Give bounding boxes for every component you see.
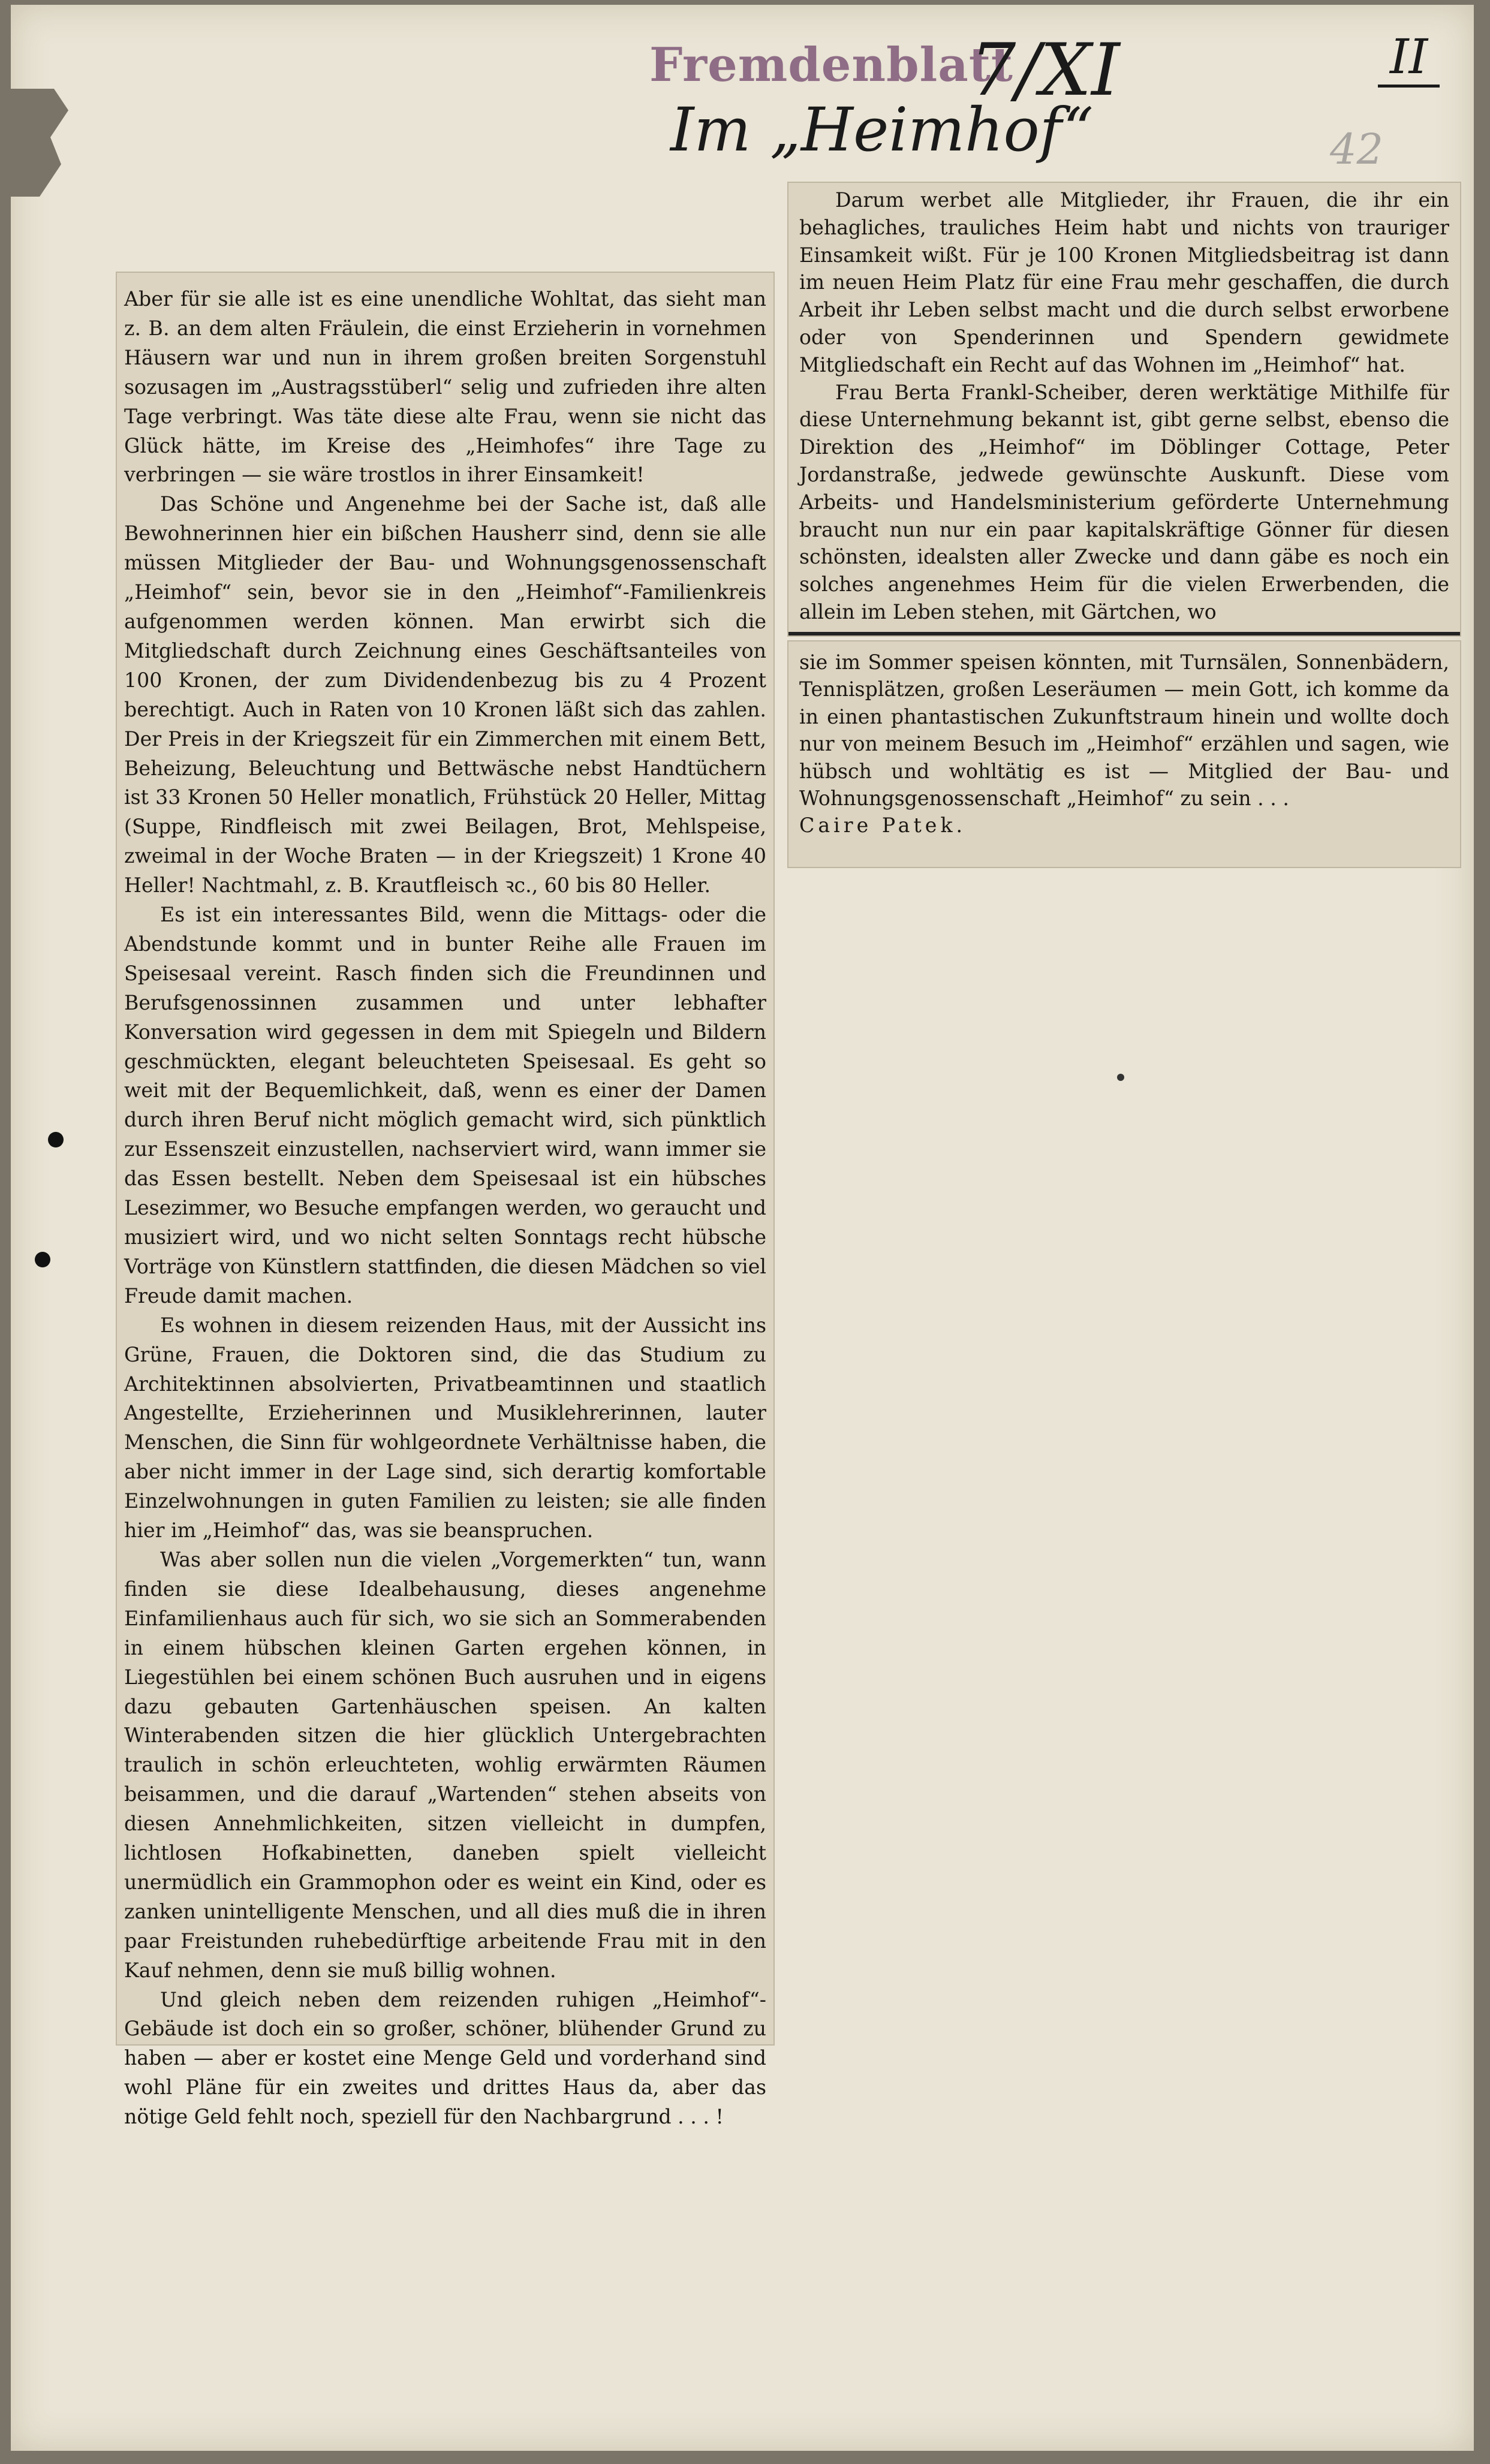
author-signature: Caire Patek. — [799, 814, 967, 838]
pin-hole-icon — [35, 1252, 50, 1267]
folio-number: 42 — [1330, 125, 1384, 174]
speck — [1117, 1074, 1124, 1081]
handwritten-roman-numeral: II — [1378, 29, 1440, 88]
handwritten-title: Im „Heimhof“ — [670, 95, 1094, 165]
newspaper-stamp: Fremdenblatt — [649, 38, 1013, 92]
paragraph: Aber für sie alle ist es eine unendliche Wohltat, das sieht man z. B. an dem alten Fräulein, die einst Erzieherin in vornehmen Häusern war und nun in ihrem großen breiten Sorgenstuhl sozusagen im „Austragsstüberl“ selig und zufrieden ihre alten Tage verbringt. Was täte diese alte Frau, wenn sie nicht das Glück hätte, im Kreise des „Heimhofes“ ihre Tage zu verbringen — sie wäre trostlos in ihrer Einsamkeit! — [124, 287, 766, 487]
article-right-column-bottom — [788, 641, 1460, 867]
torn-corner — [11, 89, 83, 197]
paragraph: Das Schöne und Angenehme bei der Sache ist, daß alle Bewohnerinnen hier ein bißchen Hausherr sind, denn sie alle müssen Mitglieder der Bau- und Wohnungsgenossenschaft „Heimhof“ sein, bevor sie in den „Heimhof“-Familienkreis aufgenommen werden können. Man erwirbt sich die Mitgliedschaft durch Zeichnung eines Geschäftsanteiles von 100 Kronen, der zum Dividendenbezug bis zu 4 Prozent berechtigt. Auch in Raten von 10 Kronen läßt sich das zahlen. Der Preis in der Kriegszeit für ein Zimmerchen mit einem Bett, Beheizung, Beleuchtung und Bettwäsche nebst Handtüchern ist 33 Kronen 50 Heller monatlich, Frühstück 20 Heller, Mittag (Suppe, Rindfleisch mit zwei Beilagen, Brot, Mehlspeise, zweimal in der Woche Braten — in der Kriegszeit) 1 Krone 40 Heller! Nachtmahl, z. B. Krautfleisch ꝛc., 60 bis 80 Heller. — [124, 492, 766, 897]
paragraph: Darum werbet alle Mitglieder, ihr Frauen, die ihr ein behagliches, trauliches Heim habt und nichts von trauriger Einsamkeit wißt. Für je 100 Kronen Mitgliedsbeitrag ist dann im neuen Heim Platz für eine Frau mehr geschaffen, die durch Arbeit ihr Leben selbst macht und die durch selbst erworbene oder von Spenderinnen und Spendern gewidmete Mitgliedschaft ein Recht auf das Wohnen im „Heimhof“ hat. — [799, 188, 1449, 376]
article-left-column — [117, 273, 773, 2129]
paragraph: Es ist ein interessantes Bild, wenn die Mittags- oder die Abendstunde kommt und in bunter Reihe alle Frauen im Speisesaal vereint. Rasch finden sich die Freundinnen und Berufsgenossinnen zusammen und unter lebhafter Konversation wird gegessen in dem mit Spiegeln und Bildern geschmückten, elegant beleuchteten Speisesaal. Es geht so weit mit der Bequemlichkeit, daß, wenn es einer der Damen durch ihren Beruf nicht möglich gemacht wird, sich pünktlich zur Essenszeit einzustellen, nachserviert wird, wann immer sie das Essen bestellt. Neben dem Speisesaal ist ein hübsches Lesezimmer, wo Besuche empfangen werden, wo geraucht und musiziert wird, und wo nicht selten Sonntags recht hübsche Vorträge von Künstlern stattfinden, die diesen Mädchen so viel Freude damit machen. — [124, 903, 766, 1308]
handwritten-date: 7/XI — [970, 29, 1120, 112]
pin-hole-icon — [48, 1132, 64, 1147]
paragraph: Und gleich neben dem reizenden ruhigen „Heimhof“-Gebäude ist doch ein so großer, schöner, blühender Grund zu haben — aber er kostet eine Menge Geld und vorderhand sind wohl Pläne für ein zweites und drittes Haus da, aber das nötige Geld fehlt noch, speziell für den Nachbargrund . . . ! — [124, 1987, 766, 2129]
paragraph: Es wohnen in diesem reizenden Haus, mit der Aussicht ins Grüne, Frauen, die Doktoren sind, die das Studium zu Architektinnen absolvierten, Privatbeamtinnen und staatlich Angestellte, Erzieherinnen und Musiklehrerinnen, lauter Menschen, die Sinn für wohlgeordnete Verhältnisse haben, die aber nicht immer in der Lage sind, sich derartig komfortable Einzelwohnungen in guten Familien zu leisten; sie alle finden hier im „Heimhof“ das, was sie beanspruchen. — [124, 1313, 766, 1543]
paragraph: sie im Sommer speisen könnten, mit Turnsälen, Sonnenbädern, Tennisplätzen, großen Leseräumen — mein Gott, ich komme da in einen phantastischen Zukunftstraum hinein und wollte doch nur von meinem Besuch im „Heimhof“ erzählen und sagen, wie hübsch und wohltätig es ist — Mitglied der Bau- und Wohnungsgenossenschaft „Heimhof“ zu sein . . . — [799, 650, 1449, 811]
paragraph: Frau Berta Frankl-Scheiber, deren werktätige Mithilfe für diese Unternehmung bekannt ist, gibt gerne selbst, ebenso die Direktion des „Heimhof“ im Döblinger Cottage, Peter Jordanstraße, jedwede gewünschte Auskunft. Diese vom Arbeits- und Handelsministerium geförderte Unternehmung braucht nun nur ein paar kapitalskräftige Gönner für diesen schönsten, idealsten aller Zwecke und dann gäbe es noch ein solches angenehmes Heim für die vielen Erwerbenden, die allein im Leben stehen, mit Gärtchen, wo — [799, 380, 1449, 623]
article-right-column-top — [788, 183, 1460, 635]
paragraph: Was aber sollen nun die vielen „Vorgemerkten“ tun, wann finden sie diese Idealbehausung, dieses angenehme Einfamilienhaus auch für sich, wo sie sich an Sommerabenden in einem hübschen kleinen Garten ergehen können, in Liegestühlen bei einem schönen Buch ausruhen und in eigens dazu gebauten Gartenhäuschen speisen. An kalten Winterabenden sitzen die hier glücklich Untergebrachten traulich in schön erleuchteten, wohlig erwärmten Räumen beisammen, und die darauf „Wartenden“ stehen abseits von diesen Annehmlichkeiten, sitzen vielleicht in dumpfen, lichtlosen Hofkabinetten, daneben spielt vielleicht unermüdlich ein Grammophon oder es weint ein Kind, oder es zanken unintelligente Menschen, und all dies muß die in ihren paar Freistunden ruhebedürftige arbeitende Frau mit in den Kauf nehmen, denn sie muß billig wohnen. — [124, 1547, 766, 1982]
